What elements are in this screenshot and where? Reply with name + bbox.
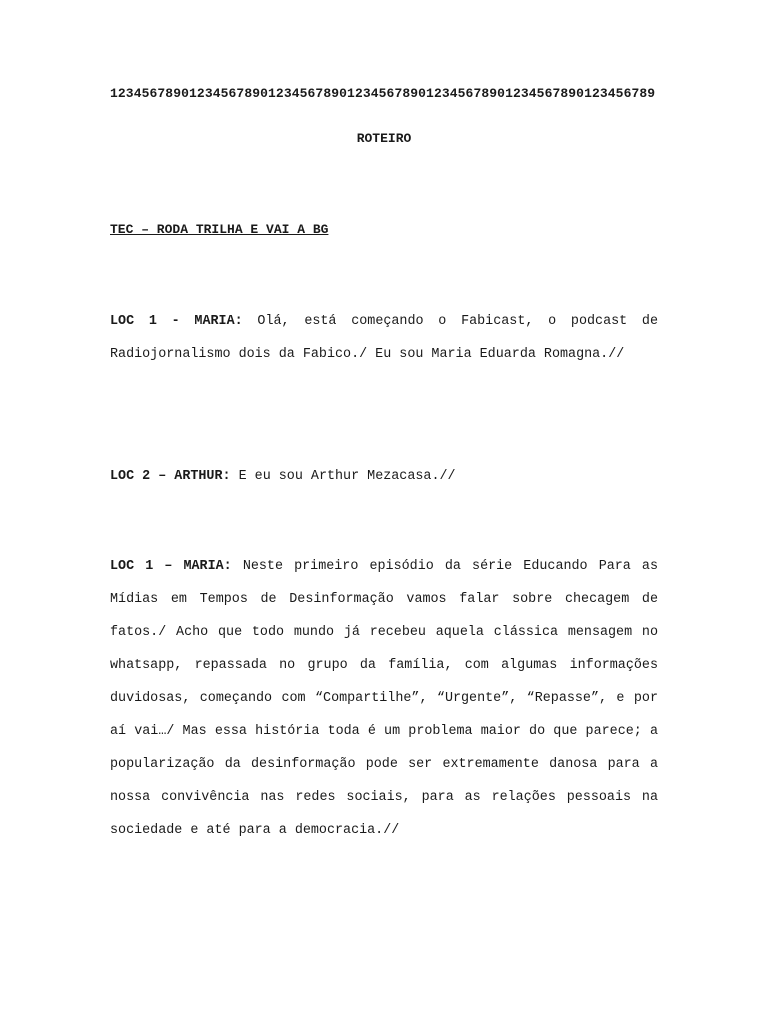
script-paragraph [110,460,658,493]
speech-text: Neste primeiro episódio da série Educando Para as Mídias em Tempos de Desinformação vamos falar sobre checagem de fatos./ Acho que todo mundo já recebeu aquela clássica mensagem no whatsapp, repassada no grupo da família, com algumas informações duvidosas, começando com “Compartilhe”, “Urgente”, “Repasse”, e por aí vai…/ Mas essa história toda é um problema maior do que parece; a popularização da desinformação pode ser extremamente danosa para a nossa convivência nas redes sociais, para as relações pessoais na sociedade e até para a democracia.// [110,559,659,838]
speaker-label: LOC 1 – MARIA: [110,559,232,574]
speaker-label: LOC 2 – ARTHUR: [110,469,231,484]
technical-cue: TEC – RODA TRILHA E VAI A BG [110,222,329,237]
page-title-text: ROTEIRO [356,131,412,146]
script-paragraph [110,550,658,847]
speech-text: Olá, está começando o Fabicast, o podcast de Radiojornalismo dois da Fabico./ Eu sou Maria Eduarda Romagna.// [110,314,659,362]
page-title [0,131,768,146]
character-ruler: 123456789012345678901234567890123456789012345678901234567890123456789 [110,86,656,101]
speech-text: E eu sou Arthur Mezacasa.// [238,469,456,484]
script-paragraph [110,305,658,371]
speaker-label: LOC 1 - MARIA: [110,314,243,329]
